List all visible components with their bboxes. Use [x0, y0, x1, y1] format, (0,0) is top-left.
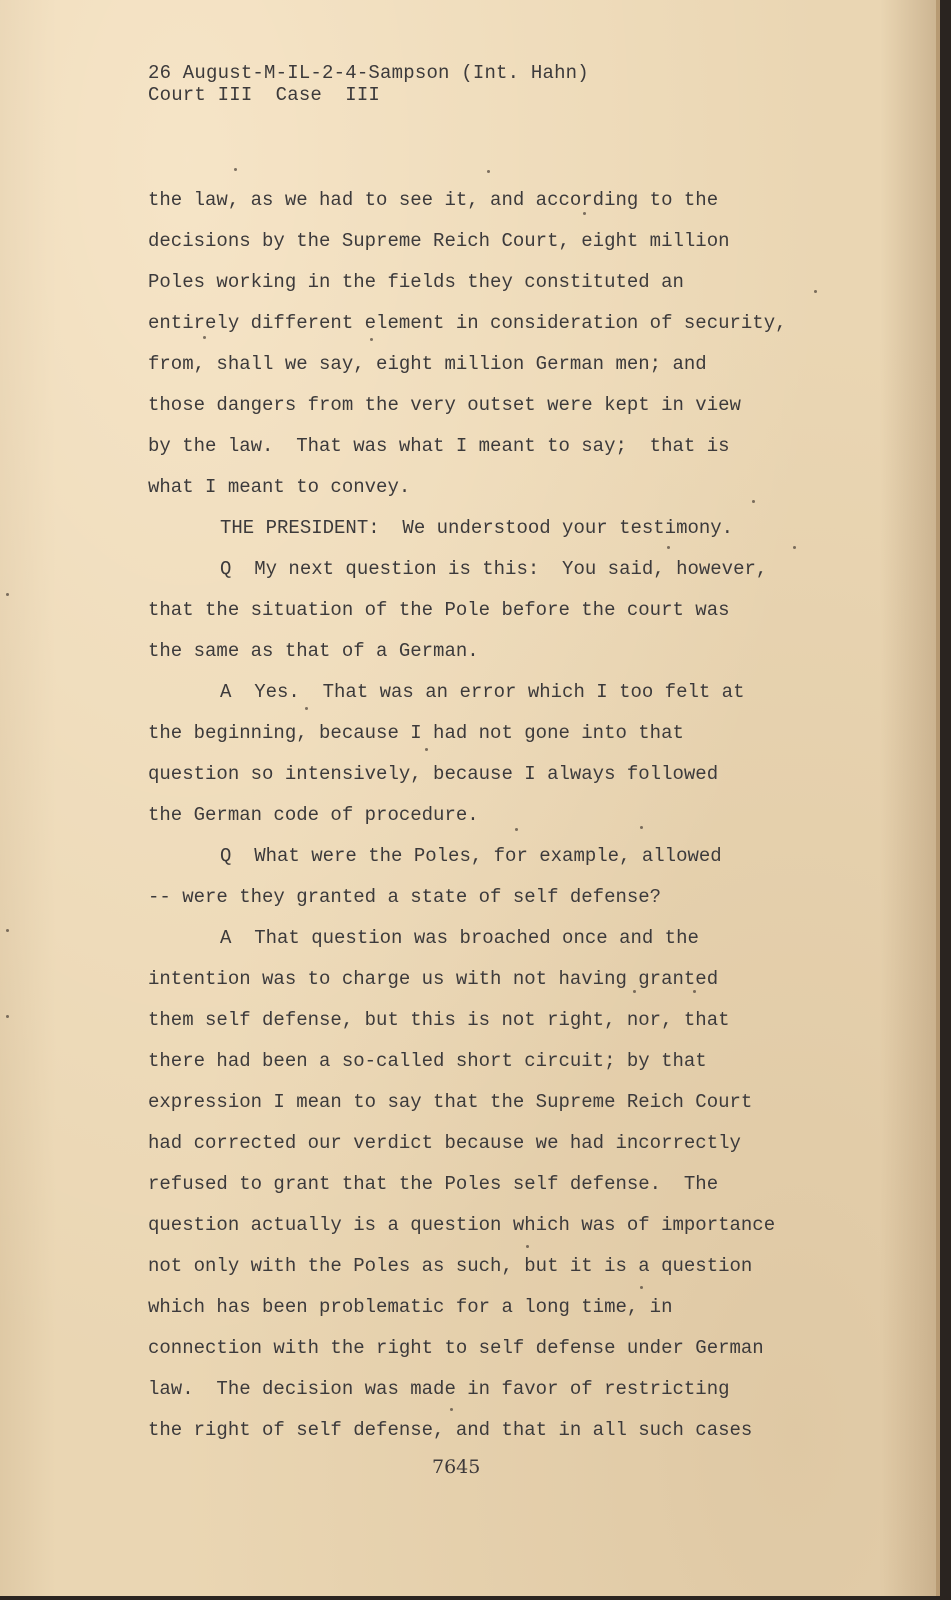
paper-speck	[450, 1408, 453, 1411]
transcript-line: -- were they granted a state of self defense?	[148, 886, 662, 908]
transcript-body	[148, 180, 848, 1451]
transcript-line: the right of self defense, and that in all such cases	[148, 1419, 753, 1441]
transcript-line: that the situation of the Pole before the court was	[148, 599, 730, 621]
transcript-line: had corrected our verdict because we had incorrectly	[148, 1132, 741, 1154]
paper-speck	[234, 168, 237, 171]
transcript-line: decisions by the Supreme Reich Court, eight million	[148, 230, 730, 252]
paper-speck	[583, 212, 586, 215]
transcript-line: what I meant to convey.	[148, 476, 411, 498]
paper-speck	[203, 336, 206, 339]
paper-speck	[793, 546, 796, 549]
transcript-line: A Yes. That was an error which I too felt at	[220, 681, 745, 703]
paper-speck	[487, 170, 490, 173]
transcript-line: Poles working in the fields they constituted an	[148, 271, 684, 293]
transcript-line: not only with the Poles as such, but it is a question	[148, 1255, 753, 1277]
paper-speck	[667, 546, 670, 549]
page-header	[148, 62, 589, 106]
paper-speck	[6, 929, 9, 932]
transcript-line: expression I mean to say that the Supreme Reich Court	[148, 1091, 753, 1113]
header-line-1: 26 August-M-IL-2-4-Sampson (Int. Hahn)	[148, 62, 589, 84]
header-line-2: Court III Case III	[148, 84, 381, 106]
transcript-line: intention was to charge us with not having granted	[148, 968, 719, 990]
transcript-line: A That question was broached once and the	[220, 927, 699, 949]
transcript-line: refused to grant that the Poles self defense. The	[148, 1173, 719, 1195]
paper-speck	[693, 990, 696, 993]
transcript-line: question so intensively, because I always followed	[148, 763, 719, 785]
transcript-line: there had been a so-called short circuit; by that	[148, 1050, 707, 1072]
transcript-line: Q My next question is this: You said, however,	[220, 558, 768, 580]
paper-speck	[425, 748, 428, 751]
paper-speck	[515, 828, 518, 831]
page-number: 7645	[432, 1456, 481, 1478]
paper-speck	[6, 593, 9, 596]
transcript-line: by the law. That was what I meant to say; that is	[148, 435, 730, 457]
transcript-line: question actually is a question which was of importance	[148, 1214, 776, 1236]
transcript-line: the beginning, because I had not gone into that	[148, 722, 684, 744]
transcript-line: entirely different element in consideration of security,	[148, 312, 787, 334]
transcript-line: law. The decision was made in favor of restricting	[148, 1378, 730, 1400]
paper-speck	[752, 500, 755, 503]
transcript-line: them self defense, but this is not right, nor, that	[148, 1009, 730, 1031]
transcript-line: those dangers from the very outset were kept in view	[148, 394, 741, 416]
transcript-line: the law, as we had to see it, and according to the	[148, 189, 719, 211]
paper-speck	[640, 1286, 643, 1289]
paper-speck	[6, 1015, 9, 1018]
transcript-line: Q What were the Poles, for example, allowed	[220, 845, 722, 867]
paper-speck	[305, 707, 308, 710]
transcript-line: the German code of procedure.	[148, 804, 479, 826]
transcript-line: the same as that of a German.	[148, 640, 479, 662]
paper-speck	[633, 990, 636, 993]
paper-speck	[814, 290, 817, 293]
transcript-line: from, shall we say, eight million German men; and	[148, 353, 707, 375]
transcript-line: connection with the right to self defense under German	[148, 1337, 764, 1359]
paper-speck	[370, 338, 373, 341]
transcript-line: which has been problematic for a long time, in	[148, 1296, 673, 1318]
transcript-line: THE PRESIDENT: We understood your testimony.	[220, 517, 734, 539]
paper-speck	[526, 1245, 529, 1248]
paper-speck	[640, 826, 643, 829]
